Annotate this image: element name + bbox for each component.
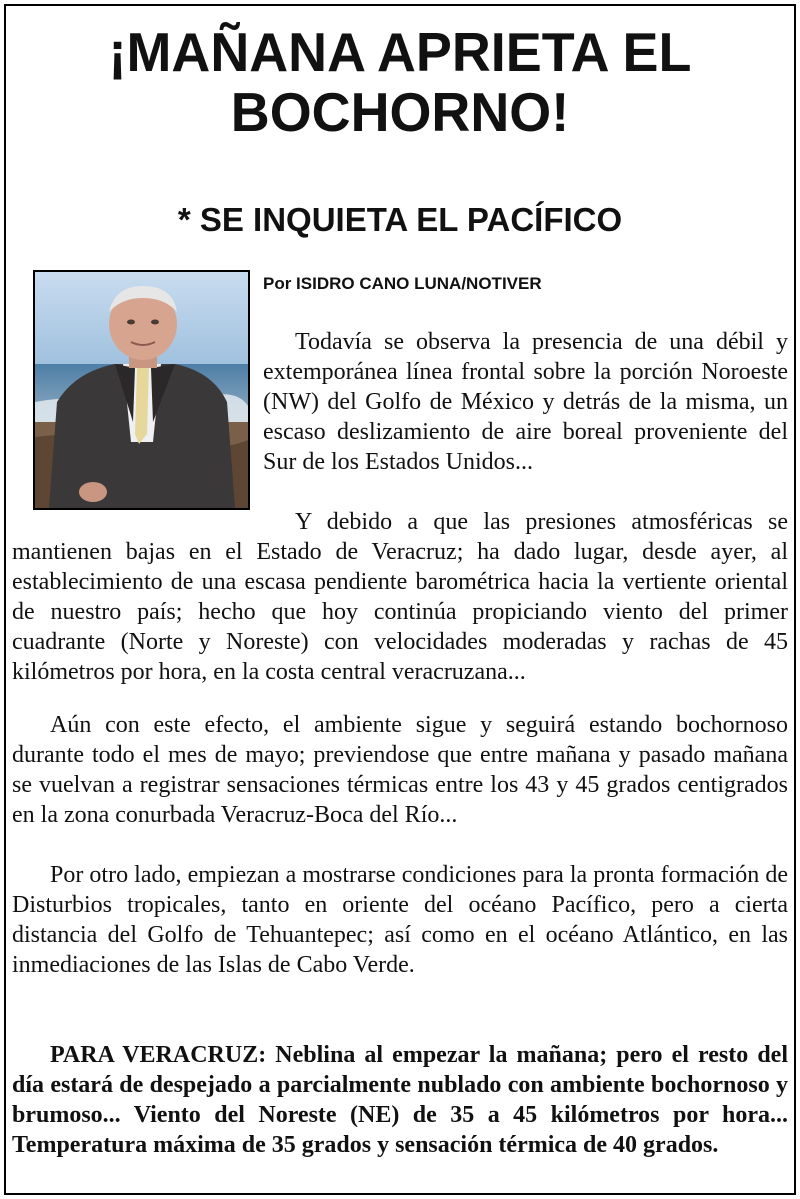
author-portrait-image — [35, 272, 248, 508]
paragraph-4: Por otro lado, empiezan a mostrarse condiciones para la pronta formación de Disturbios tropicales, tanto en oriente del océano Pacífico, pero a cierta distancia del Golfo de Tehuantepec; así como en el océano Atlántico, en las inmediaciones de las Islas de Cabo Verde. — [12, 862, 788, 978]
headline: ¡MAÑANA APRIETA EL BOCHORNO! — [108, 21, 692, 143]
paragraph-3: Aún con este efecto, el ambiente sigue y seguirá estando bochornoso durante todo el mes de mayo; previendose que entre mañana y pasado mañana se vuelvan a registrar sensaciones térmicas entre los 43 y 45 grados centigrados en la zona conurbada Veracruz-Boca del Río... — [12, 712, 788, 828]
paragraph-2: Y debido a que las presiones atmosféricas se mantienen bajas en el Estado de Veracruz; ha dado lugar, desde ayer, al establecimiento de una escasa pendiente barométrica hacia la vertiente oriental de nuestro país; hecho que hoy continúa propiciando viento del primer cuadrante (Norte y Noreste) con velocidades moderadas y rachas de 45 kilómetros por hora, en la costa central veracruzana... — [12, 509, 788, 685]
byline: Por ISIDRO CANO LUNA/NOTIVER — [263, 274, 542, 293]
subheadline: * SE INQUIETA EL PACÍFICO — [177, 201, 623, 238]
paragraph-1: Todavía se observa la presencia de una débil y extemporánea línea frontal sobre la porción Noroeste (NW) del Golfo de México y detrás de la misma, un escaso deslizamiento de aire boreal proveniente del Sur de los Estados Unidos... — [263, 329, 788, 475]
forecast-paragraph: PARA VERACRUZ: Neblina al empezar la mañana; pero el resto del día estará de despejado a parcialmente nublado con ambiente bochornoso y brumoso... Viento del Noreste (NE) de 35 a 45 kilómetros por hora... Temperatura máxima de 35 grados y sensación térmica de 40 grados. — [12, 1042, 788, 1158]
author-photo — [33, 270, 250, 510]
